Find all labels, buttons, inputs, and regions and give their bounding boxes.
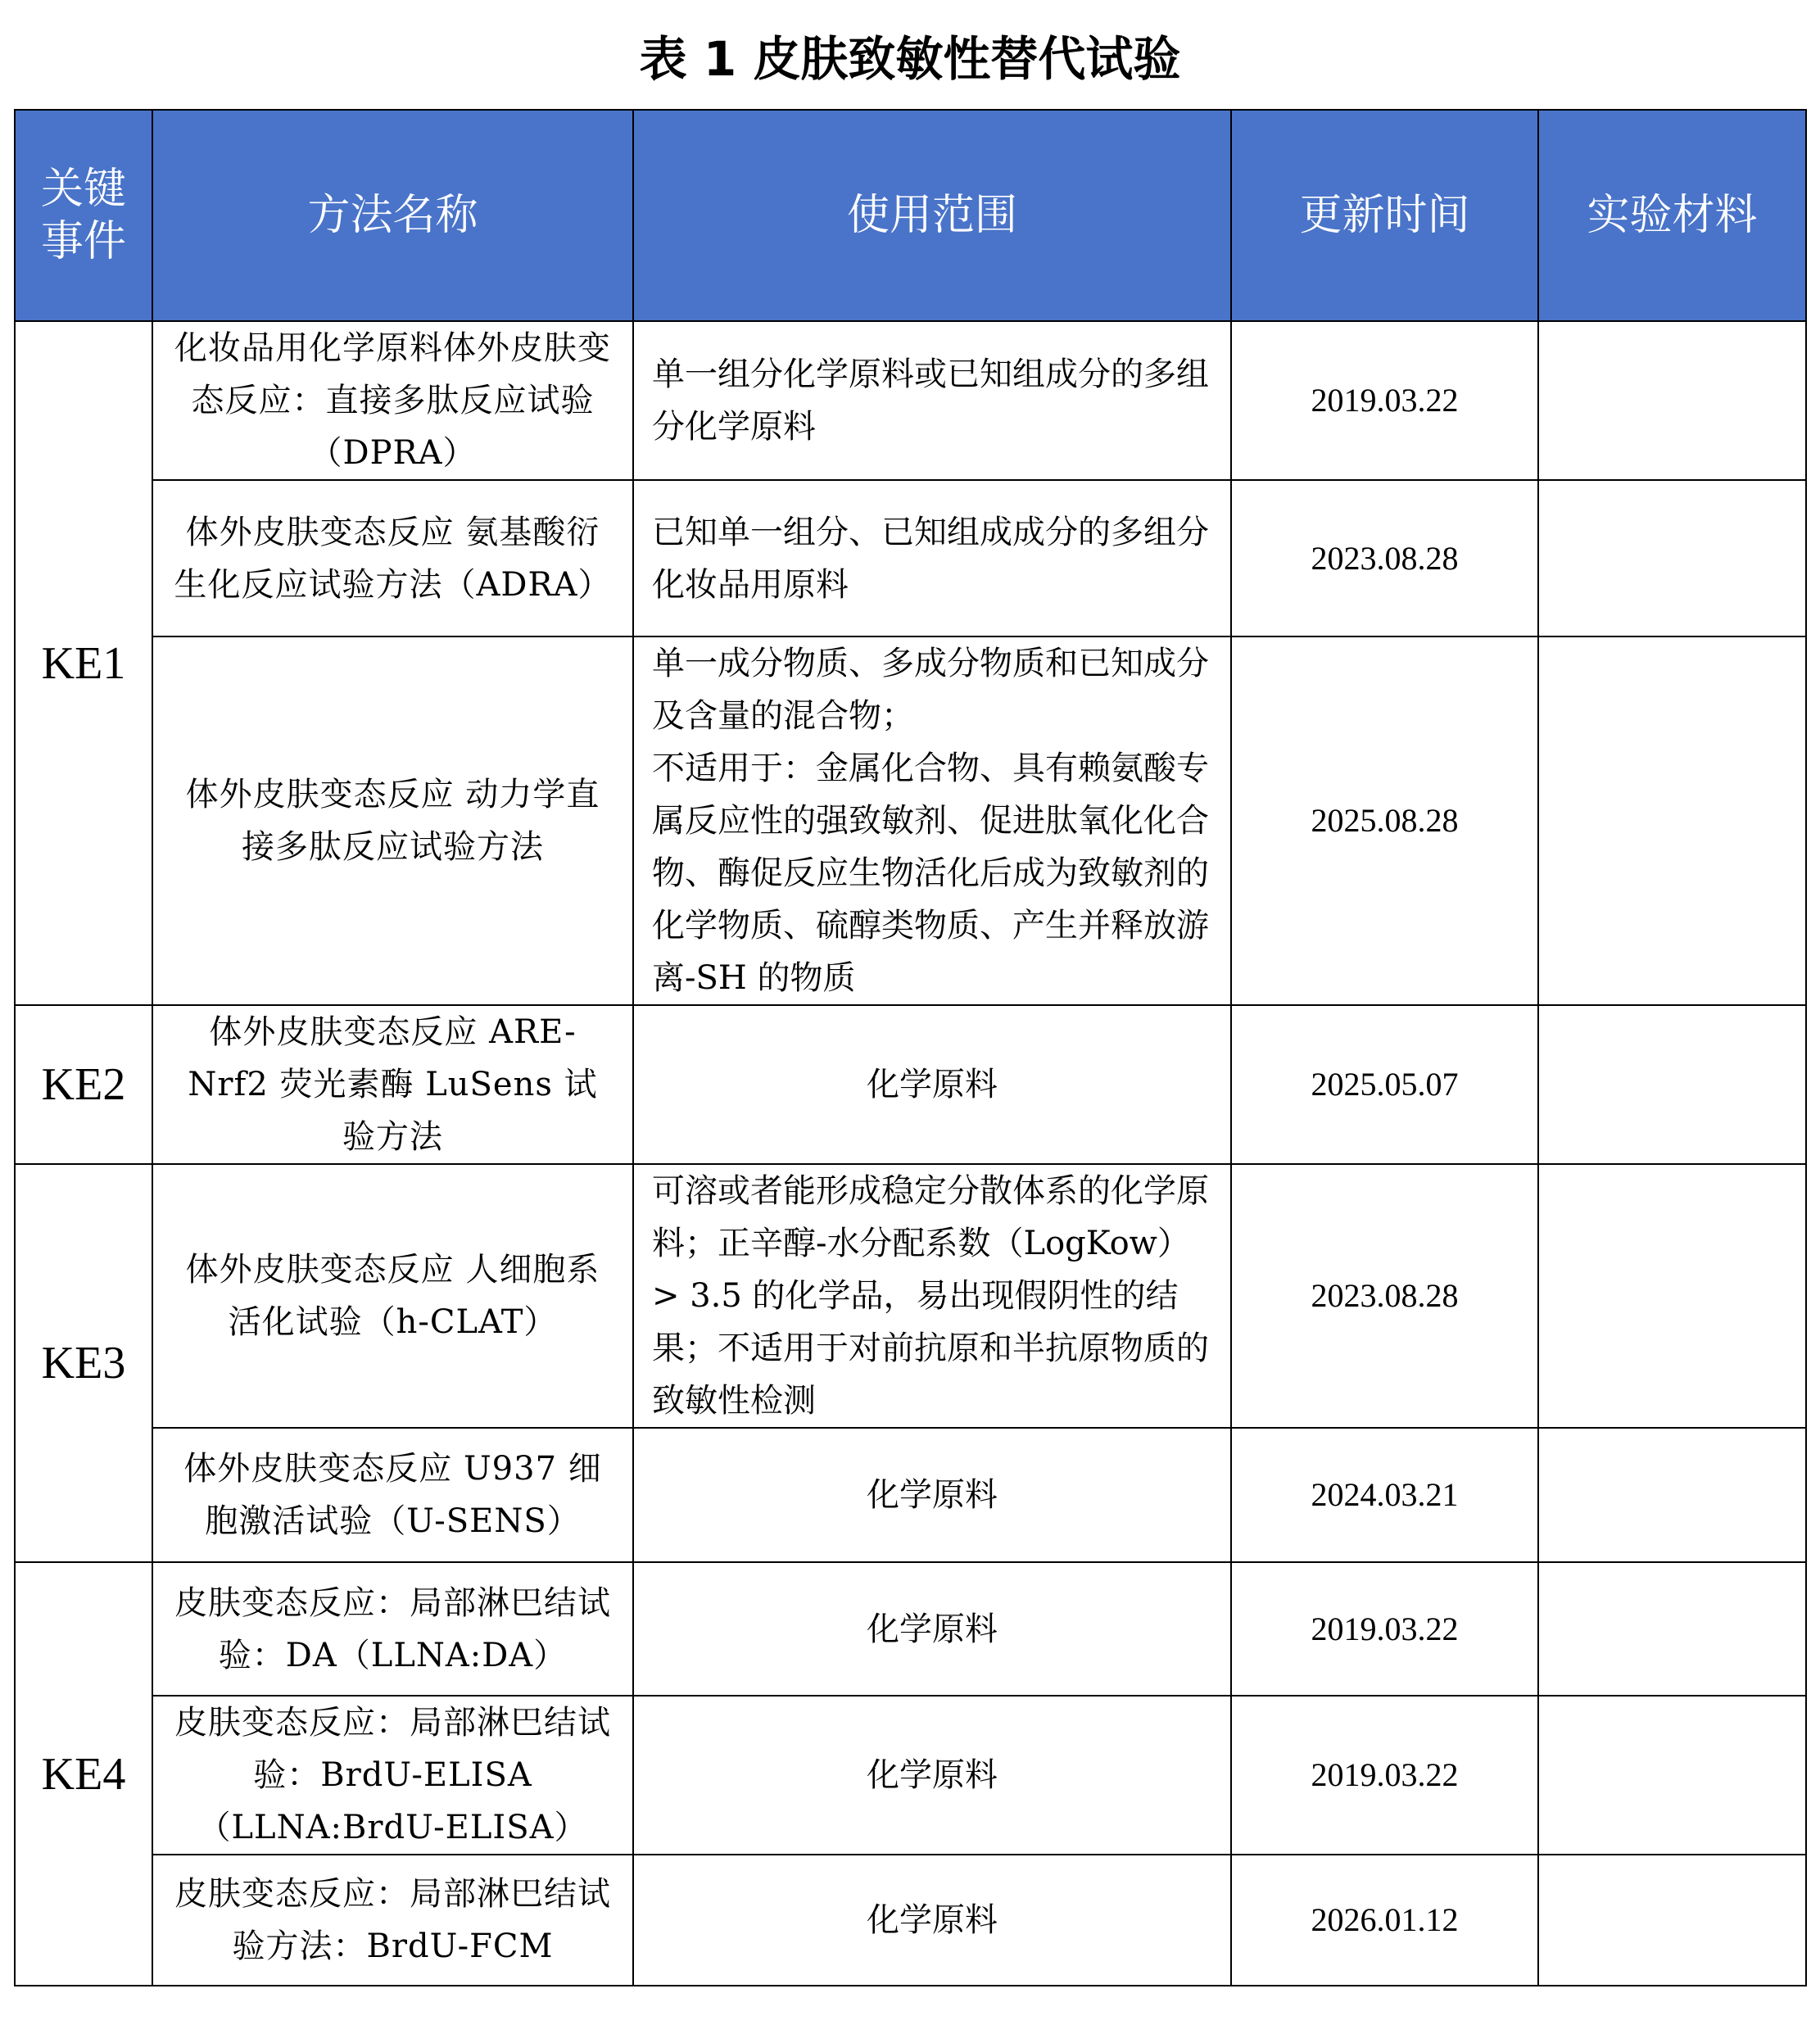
- key-event-cell: KE1: [15, 321, 152, 1005]
- material-cell: [1538, 1005, 1806, 1164]
- material-cell: [1538, 1428, 1806, 1562]
- header-method: 方法名称: [152, 110, 633, 321]
- scope-cell: 单一组分化学原料或已知组成分的多组分化学原料: [633, 321, 1231, 480]
- table-row: [15, 1562, 1806, 1696]
- method-cell: 体外皮肤变态反应 人细胞系活化试验（h-CLAT）: [152, 1164, 633, 1428]
- scope-cell: 化学原料: [633, 1005, 1231, 1164]
- header-scope: 使用范围: [633, 110, 1231, 321]
- updated-cell: 2023.08.28: [1231, 480, 1538, 636]
- updated-cell: 2023.08.28: [1231, 1164, 1538, 1428]
- header-material: 实验材料: [1538, 110, 1806, 321]
- scope-cell: 已知单一组分、已知组成成分的多组分化妆品用原料: [633, 480, 1231, 636]
- method-cell: 皮肤变态反应：局部淋巴结试验：BrdU-ELISA（LLNA:BrdU-ELISA）: [152, 1696, 633, 1855]
- scope-cell: 可溶或者能形成稳定分散体系的化学原料；正辛醇-水分配系数（LogKow）> 3.5 的化学品，易出现假阴性的结果；不适用于对前抗原和半抗原物质的致敏性检测: [633, 1164, 1231, 1428]
- method-cell: 化妆品用化学原料体外皮肤变态反应：直接多肽反应试验（DPRA）: [152, 321, 633, 480]
- updated-cell: 2025.05.07: [1231, 1005, 1538, 1164]
- table-row: [15, 636, 1806, 1005]
- scope-cell: 化学原料: [633, 1855, 1231, 1986]
- table-row: [15, 321, 1806, 480]
- material-cell: [1538, 1696, 1806, 1855]
- key-event-cell: KE3: [15, 1164, 152, 1562]
- table-row: [15, 1164, 1806, 1428]
- method-cell: 体外皮肤变态反应 动力学直接多肽反应试验方法: [152, 636, 633, 1005]
- key-event-cell: KE4: [15, 1562, 152, 1986]
- updated-cell: 2019.03.22: [1231, 1696, 1538, 1855]
- skin-sensitization-table: [14, 109, 1807, 1986]
- header-row: [15, 110, 1806, 321]
- scope-cell: 化学原料: [633, 1428, 1231, 1562]
- material-cell: [1538, 321, 1806, 480]
- table-row: [15, 1696, 1806, 1855]
- table-row: [15, 480, 1806, 636]
- method-cell: 体外皮肤变态反应 U937 细胞激活试验（U-SENS）: [152, 1428, 633, 1562]
- method-cell: 体外皮肤变态反应 ARE-Nrf2 荧光素酶 LuSens 试验方法: [152, 1005, 633, 1164]
- table-row: [15, 1428, 1806, 1562]
- scope-cell: 化学原料: [633, 1696, 1231, 1855]
- material-cell: [1538, 480, 1806, 636]
- updated-cell: 2019.03.22: [1231, 321, 1538, 480]
- material-cell: [1538, 636, 1806, 1005]
- key-event-cell: KE2: [15, 1005, 152, 1164]
- header-key-event: 关键 事件: [15, 110, 152, 321]
- updated-cell: 2024.03.21: [1231, 1428, 1538, 1562]
- header-updated: 更新时间: [1231, 110, 1538, 321]
- table-row: [15, 1855, 1806, 1986]
- material-cell: [1538, 1855, 1806, 1986]
- method-cell: 体外皮肤变态反应 氨基酸衍生化反应试验方法（ADRA）: [152, 480, 633, 636]
- material-cell: [1538, 1164, 1806, 1428]
- table-row: [15, 1005, 1806, 1164]
- updated-cell: 2026.01.12: [1231, 1855, 1538, 1986]
- material-cell: [1538, 1562, 1806, 1696]
- updated-cell: 2019.03.22: [1231, 1562, 1538, 1696]
- table-title: 表 1 皮肤致敏性替代试验: [639, 31, 1181, 87]
- method-cell: 皮肤变态反应：局部淋巴结试验方法：BrdU-FCM: [152, 1855, 633, 1986]
- method-cell: 皮肤变态反应：局部淋巴结试验：DA（LLNA:DA）: [152, 1562, 633, 1696]
- scope-cell: 化学原料: [633, 1562, 1231, 1696]
- scope-cell: 单一成分物质、多成分物质和已知成分及含量的混合物； 不适用于：金属化合物、具有赖氨酸专属反应性的强致敏剂、促进肽氧化化合物、酶促反应生物活化后成为致敏剂的化学物质、硫醇类物质、产生并释放游离-SH 的物质: [633, 636, 1231, 1005]
- updated-cell: 2025.08.28: [1231, 636, 1538, 1005]
